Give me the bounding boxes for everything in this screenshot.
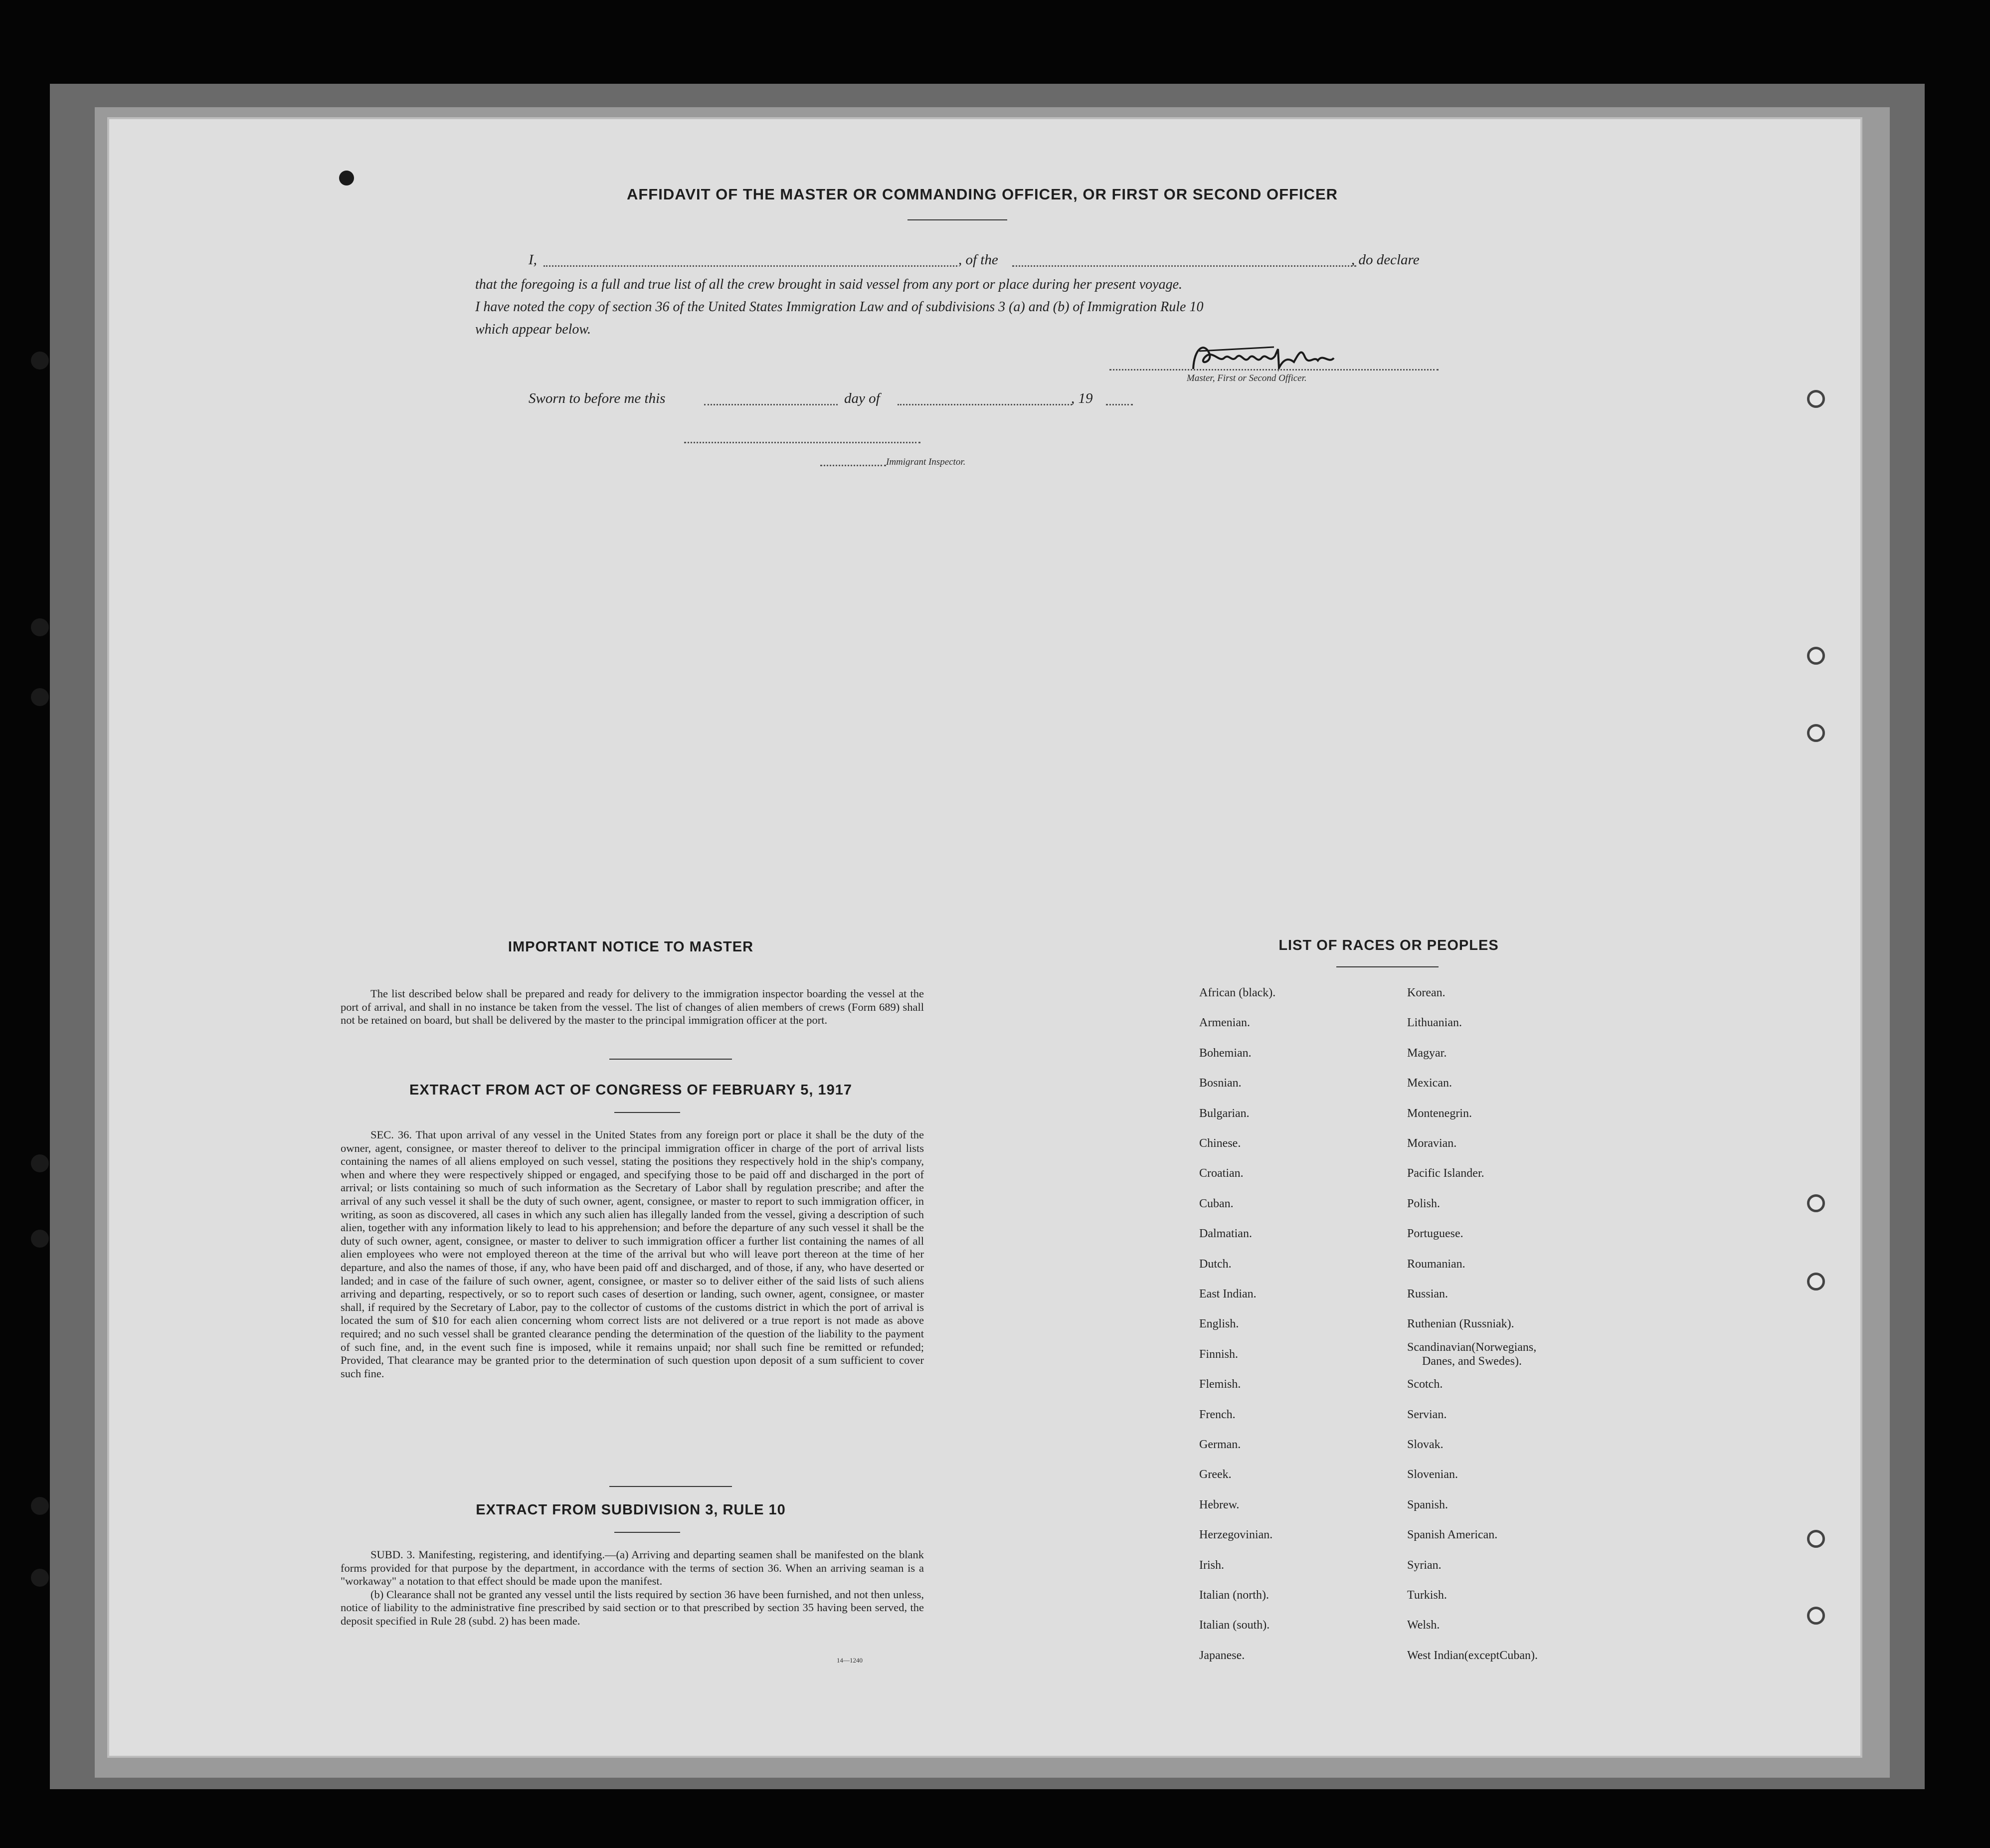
year-label: , 19	[1071, 390, 1093, 406]
race-item: Italian (north).	[1199, 1589, 1269, 1602]
race-item: Servian.	[1407, 1408, 1447, 1421]
punch-hole	[1807, 724, 1825, 742]
binder-hole	[31, 1569, 49, 1587]
affidavit-i-label: I,	[529, 252, 537, 268]
race-item: West Indian(exceptCuban).	[1407, 1649, 1538, 1662]
race-item-continuation: Danes, and Swedes).	[1422, 1354, 1522, 1368]
race-item: Hebrew.	[1199, 1498, 1240, 1511]
binder-hole	[31, 1497, 49, 1515]
affidavit-line-1: that the foregoing is a full and true list of all the crew brought in said vessel from any port or place during her present voyage.	[475, 277, 1183, 292]
race-item: Irish.	[1199, 1558, 1224, 1572]
extract-act-text: SEC. 36. That upon arrival of any vessel in the United States from any foreign port or place it shall be the duty of the owner, agent, consignee, or master thereof to deliver to the principal immigration officer in charge of the port of arrival lists containing the names of all aliens employed on such vessel, stating the positions they respectively hold in the ship's company, when and where they were respectively shipped or engaged, and specifying those to be paid off and discharged in the port of arrival; or lists containing so much of such information as the Secretary of Labor shall by regulation prescribe; and after the arrival of any such vessel it shall be the duty of such owner, agent, consignee, or master to report to such immigration officer, in writing, as soon as discovered, all cases in which any such alien has illegally landed from the vessel, giving a description of such alien, together with any information likely to lead to his apprehension; and before the departure of any such vessel it shall be the duty of such owner, agent, consignee, or master to deliver to such immigration officer a further list containing the names of all alien employees who were not employed thereon at the time of the arrival but who will leave port thereon at the time of her departure, and also the names of those, if any, who have been paid off and discharged, and of those, if any, who have deserted or landed; and in case of the failure of such owner, agent, consignee, or master so to deliver either of the said lists of such aliens arriving and departing, respectively, or so to report such cases of desertion or landing, such owner, agent, consignee, or master shall, if required by the Secretary of Labor, pay to the collector of customs of the customs district in which the port of arrival is located the sum of $10 for each alien concerning whom correct lists are not delivered or a true report is not made as above required; and no such vessel shall be granted clearance pending the determination of the question of the liability to the payment of such fine, and, in the event such fine is imposed, while it remains unpaid; nor shall such fine be remitted or refunded; Provided, That clearance may be granted prior to the determination of such question upon deposit of a sum sufficient to cover such fine.	[341, 1128, 924, 1380]
race-item: Herzegovinian.	[1199, 1528, 1273, 1542]
race-item: German.	[1199, 1438, 1241, 1451]
sworn-month-blank[interactable]	[898, 404, 1072, 405]
extract-act-title: EXTRACT FROM ACT OF CONGRESS OF FEBRUARY 5, 1917	[409, 1082, 853, 1098]
race-item: Chinese.	[1199, 1137, 1241, 1150]
affidavit-line-3: which appear below.	[475, 322, 591, 337]
binder-hole	[31, 1230, 49, 1248]
race-item: Croatian.	[1199, 1167, 1244, 1180]
race-item: Syrian.	[1407, 1558, 1442, 1572]
race-item: Japanese.	[1199, 1649, 1245, 1662]
race-item: Italian (south).	[1199, 1619, 1270, 1632]
punch-hole	[339, 171, 354, 185]
affidavit-declare-label: , do declare	[1351, 252, 1420, 268]
race-item: East Indian.	[1199, 1288, 1257, 1300]
sworn-label: Sworn to before me this	[529, 390, 666, 406]
race-item: Turkish.	[1407, 1589, 1447, 1602]
punch-hole	[1807, 1273, 1825, 1291]
notice-text: The list described below shall be prepared and ready for delivery to the immigration inspector boarding the vessel at the port of arrival, and shall in no instance be taken from the vessel. The list of changes of alien members of crews (Form 689) shall not be retained on board, but shall be delivered by the master to the principal immigration officer at the port.	[341, 987, 924, 1027]
name-blank[interactable]	[543, 265, 957, 267]
divider	[609, 1059, 732, 1060]
race-item: Ruthenian (Russniak).	[1407, 1317, 1514, 1331]
race-item: Pacific Islander.	[1407, 1167, 1484, 1180]
divider	[609, 1486, 732, 1487]
race-item: Slovenian.	[1407, 1468, 1458, 1481]
extract-rule-title: EXTRACT FROM SUBDIVISION 3, RULE 10	[476, 1502, 786, 1518]
race-item: Cuban.	[1199, 1197, 1234, 1210]
race-item: Dalmatian.	[1199, 1227, 1252, 1241]
divider	[907, 219, 1007, 220]
officer-signature	[1189, 338, 1359, 378]
affidavit-of-the-label: , of the	[958, 252, 998, 268]
punch-hole	[1807, 1530, 1825, 1548]
affidavit-line-2: I have noted the copy of section 36 of the United States Immigration Law and of subdivisions 3 (a) and (b) of Immigration Rule 10	[475, 299, 1204, 315]
divider	[1336, 966, 1439, 967]
binder-hole	[31, 1154, 49, 1172]
race-item: English.	[1199, 1317, 1239, 1331]
race-item: Scotch.	[1407, 1378, 1443, 1391]
inspector-caption: Immigrant Inspector.	[886, 457, 966, 467]
race-item: Korean.	[1407, 986, 1446, 999]
sworn-day-blank[interactable]	[704, 404, 838, 405]
race-item: Bulgarian.	[1199, 1107, 1250, 1120]
race-item: French.	[1199, 1408, 1236, 1421]
race-item: Roumanian.	[1407, 1257, 1465, 1271]
race-item: Portuguese.	[1407, 1227, 1463, 1241]
race-item: Polish.	[1407, 1197, 1441, 1210]
punch-hole	[1807, 647, 1825, 665]
race-item: Spanish American.	[1407, 1528, 1498, 1542]
punch-hole	[1807, 390, 1825, 408]
race-item: Finnish.	[1199, 1347, 1239, 1361]
race-item: Bosnian.	[1199, 1077, 1242, 1090]
vessel-blank[interactable]	[1012, 265, 1356, 267]
race-item: Flemish.	[1199, 1378, 1241, 1391]
binder-hole	[31, 618, 49, 636]
race-item: Magyar.	[1407, 1046, 1447, 1060]
race-item: Dutch.	[1199, 1257, 1232, 1271]
race-item: Armenian.	[1199, 1016, 1250, 1030]
race-item: Lithuanian.	[1407, 1016, 1462, 1030]
race-item: Bohemian.	[1199, 1046, 1252, 1060]
officer-caption: Master, First or Second Officer.	[1187, 373, 1307, 383]
sworn-year-blank[interactable]	[1106, 404, 1133, 405]
race-item: Greek.	[1199, 1468, 1232, 1481]
form-number: 14—1240	[837, 1657, 863, 1664]
extract-rule-text	[341, 1548, 924, 1628]
punch-hole	[1807, 1607, 1825, 1625]
divider	[614, 1532, 680, 1533]
race-item: Mexican.	[1407, 1077, 1452, 1090]
binder-hole	[31, 688, 49, 706]
affidavit-title: AFFIDAVIT OF THE MASTER OR COMMANDING OFFICER, OR FIRST OR SECOND OFFICER	[626, 185, 1338, 203]
extract-rule-paragraph-a: SUBD. 3. Manifesting, registering, and identifying.—(a) Arriving and departing seamen shall be manifested on the blank forms provided for that purpose by the department, in accordance with the terms of section 36. When an arriving seaman is a "workaway" a notation to that effect should be made upon the manifest.	[341, 1548, 924, 1588]
officer-signature-line[interactable]	[1109, 369, 1439, 370]
race-item: Spanish.	[1407, 1498, 1448, 1511]
race-item: Slovak.	[1407, 1438, 1444, 1451]
race-item: Scandinavian(Norwegians,	[1407, 1340, 1537, 1354]
race-item: Montenegrin.	[1407, 1107, 1472, 1120]
races-title: LIST OF RACES OR PEOPLES	[1278, 937, 1499, 953]
divider	[614, 1112, 680, 1113]
punch-hole	[1807, 1194, 1825, 1212]
day-of-label: day of	[844, 390, 880, 406]
inspector-short-line	[820, 465, 886, 466]
race-item: Moravian.	[1407, 1137, 1457, 1150]
notice-title: IMPORTANT NOTICE TO MASTER	[508, 939, 754, 955]
race-item: Russian.	[1407, 1288, 1448, 1300]
extract-rule-paragraph-b: (b) Clearance shall not be granted any vessel until the lists required by section 36 have been furnished, and not then unless, notice of liability to the administrative fine prescribed by said section or to that prescribed by section 35 having been served, the deposit specified in Rule 28 (subd. 2) has been made.	[341, 1588, 924, 1627]
binder-hole	[31, 352, 49, 370]
race-item: African (black).	[1199, 986, 1276, 999]
inspector-signature-line[interactable]	[684, 442, 920, 443]
race-item: Welsh.	[1407, 1619, 1440, 1632]
